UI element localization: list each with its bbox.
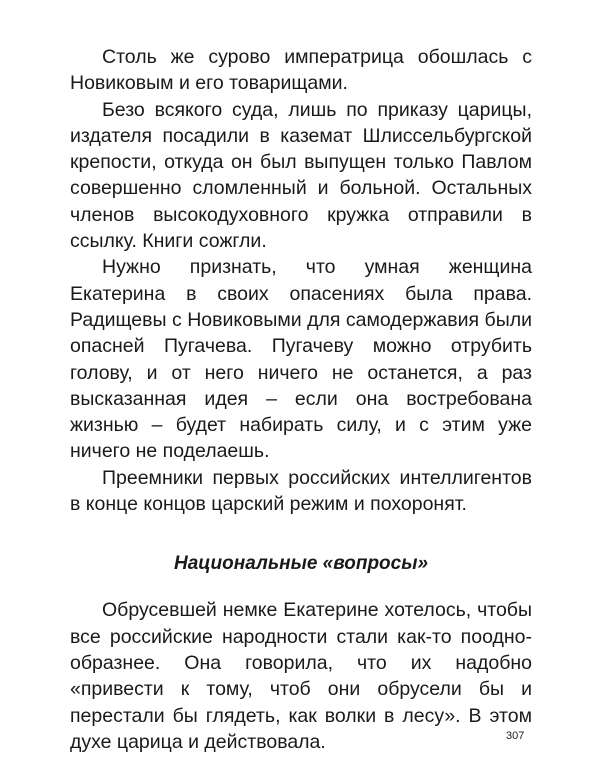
paragraph-novikov-treatment: Столь же сурово императрица обошлась с Новиковым и его товарищами. [70, 46, 532, 95]
page-number: 307 [506, 730, 525, 742]
section-heading: Национальные «вопросы» [173, 553, 429, 575]
paragraph-imprisonment: Безо всякого суда, лишь по приказу царицы, издателя посадили в каземат Шлиссельбургской крепости, откуда он был выпущен только Павлом совершенно сломленный и больной. Остальных членов высокодуховного кружка отправили в ссылку. Книги сожгли. [70, 98, 532, 253]
paragraph-russification: Обрусевшей немке Екатерине хотелось, чтобы все российские народности стали как-то пооднообразнее. Она говорила, что их надобно «привести к тому, чтоб они обрусели бы и перестали бы глядеть, как волки в лесу». В этом духе царица и действовала. [70, 599, 532, 753]
paragraph-successors: Преемники первых российских интеллигентов в конце концов царский режим и похоронят. [70, 466, 532, 516]
page-content [70, 44, 532, 755]
paragraph-catherine-fears: Нужно признать, что умная женщина Екатерина в своих опасениях была права. Радищевы с Новиковыми для самодержавия были опасней Пугачева. Пугачеву можно отрубить голову, и от него ничего не останется, а раз высказанная идея – если она востребована жизнью – будет набирать силу, и с этим уже ничего не поделаешь. [70, 256, 532, 463]
